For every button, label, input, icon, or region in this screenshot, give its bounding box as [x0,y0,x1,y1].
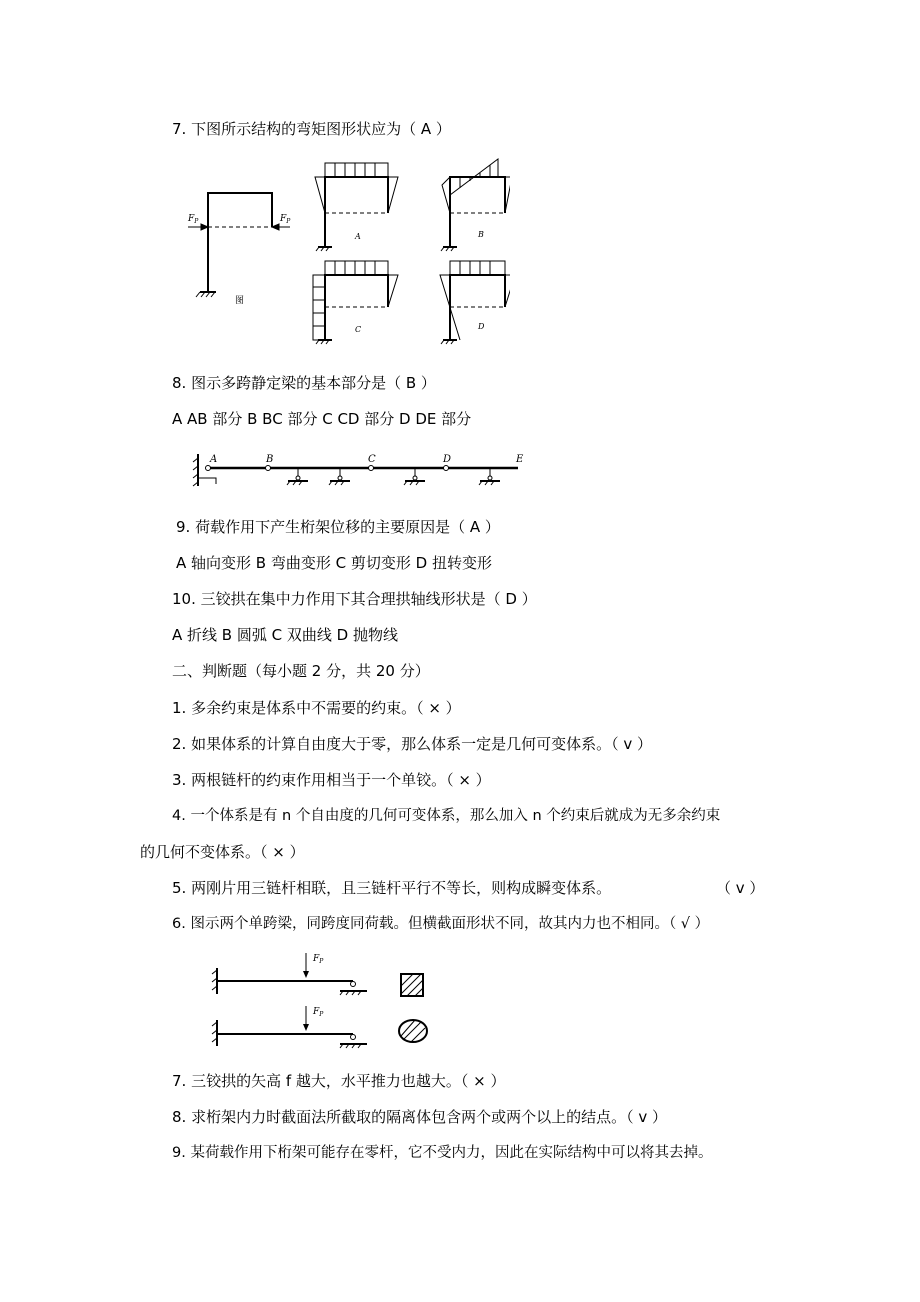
q8-support-4 [479,468,500,485]
tf-q6-force-lower: $F_P$ [313,1007,324,1018]
q7-force-left: $F_P$ [188,214,199,225]
question-8-mc: 8. 图示多跨静定梁的基本部分是（ B ） [172,374,436,392]
q8-support-2 [329,468,350,485]
question-9-mc: 9. 荷载作用下产生桁架位移的主要原因是（ A ） [176,518,500,536]
section-2-heading: 二、判断题（每小题 2 分，共 20 分） [172,662,430,680]
question-7-mc: 7. 下图所示结构的弯矩图形状应为（ A ） [172,120,451,138]
tf-question-7: 7. 三铰拱的矢高 f 越大，水平推力也越大。（ × ） [172,1072,506,1090]
q7-option-c-label: C [355,325,362,334]
tf-q6-force-upper: $F_P$ [313,954,324,965]
tf-question-5: 5. 两刚片用三链杆相联，且三链杆平行不等长，则构成瞬变体系。 [172,879,612,897]
q7-force-right: $F_P$ [280,214,291,225]
q7-option-d-label: D [478,322,485,331]
question-10-options: A 折线 B 圆弧 C 双曲线 D 抛物线 [172,626,398,644]
q7-option-b-diagram [441,159,510,251]
q7-main-frame [200,193,272,292]
tf-question-6: 6. 图示两个单跨梁，同跨度同荷载。但横截面形状不同，故其内力也不相同。（ √ ） [172,916,710,932]
q7-figure-caption: 图 [235,296,245,306]
q8-point-b: B [266,454,274,465]
q7-option-d-diagram [440,261,510,344]
tf-question-5-answer: （ v ） [716,879,765,897]
tf-question-9: 9. 某荷载作用下桁架可能存在零杆，它不受内力，因此在实际结构中可以将其去掉。 [172,1145,713,1161]
tf-question-4-line-2: 的几何不变体系。（ × ） [140,843,305,861]
q7-option-b-label: B [478,230,484,239]
tf-question-3: 3. 两根链杆的约束作用相当于一个单铰。（ × ） [172,771,491,789]
q8-point-a: A [210,454,218,465]
question-9-options: A 轴向变形 B 弯曲变形 C 剪切变形 D 扭转变形 [176,554,492,572]
tf-question-2: 2. 如果体系的计算自由度大于零，那么体系一定是几何可变体系。（ v ） [172,735,652,753]
q7-option-a-label: A [355,232,361,241]
q7-figure [180,155,510,355]
question-10-mc: 10. 三铰拱在集中力作用下其合理拱轴线形状是（ D ） [172,590,537,608]
tf-question-8: 8. 求桁架内力时截面法所截取的隔离体包含两个或两个以上的结点。（ v ） [172,1108,667,1126]
tf-question-1: 1. 多余约束是体系中不需要的约束。（ × ） [172,699,461,717]
q8-point-c: C [368,454,376,465]
tf-q6-figure [205,948,445,1058]
q8-point-e: E [516,454,524,465]
q8-support-1 [287,468,308,485]
tf-question-4-line-1: 4. 一个体系是有 n 个自由度的几何可变体系，那么加入 n 个约束后就成为无多余约束 [172,808,721,824]
question-8-options: A AB 部分 B BC 部分 C CD 部分 D DE 部分 [172,410,472,428]
q8-support-3 [404,468,425,485]
q8-point-d: D [443,454,452,465]
q8-beam-figure [188,448,533,493]
